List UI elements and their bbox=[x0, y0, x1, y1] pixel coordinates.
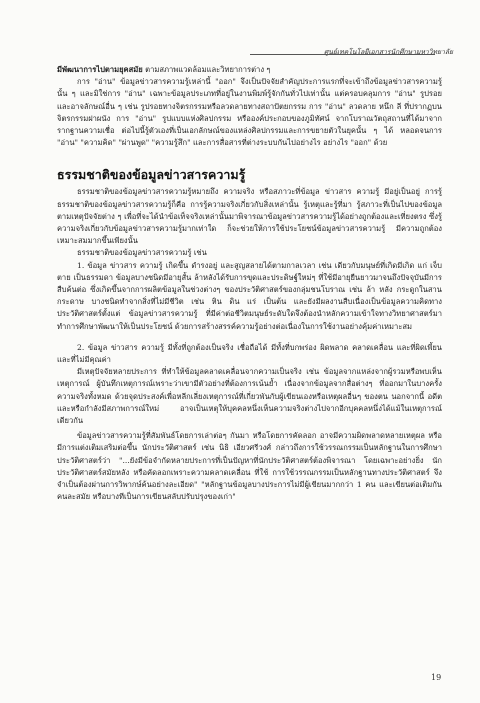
section-paragraph-3: มีเหตุปัจจัยหลายประการ ที่ทำให้ข้อมูลคลาดเคลื่อนจากความเป็นจริง เช่น ข้อมูลจากแหล่งจากผู้รวมหรือพบเห็นเหตุการณ์ ผู้บันทึกเหตุการณ์เพราะว่าเขามีตัวอย่างที่ต้องการเน้นย้ำ เนื่องจากข้อมูลจากสื่อต่างๆ ที่ออกมาในบางครั้ง ความจริงทั้งหมด ด้วยจุดประสงค์เพื่อหลีกเลี่ยงเหตุการณ์ที่เกี่ยวพันกับผู้เขียนเองหรือเหตุผลอื่นๆ ของตน นอกจากนี้ อดีต และหรือกำลังมีสภาพการณ์ใหม่ อาจเป็นเหตุให้บุคคลหนึ่งเห็นความจริงต่างไปจากอีกบุคคลหนึ่งได้แม้ในเหตุการณ์เดียวกัน bbox=[57, 367, 442, 426]
paragraph-text: ตามสภาพแวดล้อมและวิทยาการต่าง ๆ bbox=[142, 65, 271, 74]
running-header: ศูนย์เทคโนโลยีเอกสารนักศึกษามหาวิทยาลัย bbox=[323, 48, 453, 56]
section-paragraph-2: ธรรมชาติของข้อมูลข่าวสารความรู้ เช่น bbox=[77, 248, 207, 258]
section-item-2: 2. ข้อมูล ข่าวสาร ความรู้ มีทั้งที่ถูกต้องเป็นจริง เชื่อถือได้ มีทั้งที่บกพร่อง ผิดพลาด คลาดเคลื่อน และที่ผิดเพี้ยน และที่ไม่มีคุณค่า bbox=[57, 342, 442, 365]
section-paragraph-4: ข้อมูลข่าวสารความรู้ที่สัมพันธ์โดยการเล่าต่อๆ กันมา หรือโดยการคัดลอก อาจมีความผิดพลาดหลายเหตุผล หรือมีการแต่งเติมเสริมต่อขึ้น นักประวัติศาสตร์ เช่น นิธิ เอียวศรีวงศ์ กล่าวถึงการใช้วรรณกรรมเป็นหลักฐานในการศึกษาประวัติศาสตร์ว่า "...ยังมีข้อจำกัดหลายประการที่เป็นปัญหาที่นักประวัติศาสตร์ต้องพิจารณา โดยเฉพาะอย่างยิ่ง นักประวัติศาสตร์สมัยหลัง หรือคัดลอกเพราะความคลาดเคลื่อน ที่ใช้ การใช้วรรณกรรมเป็นหลักฐานทางประวัติศาสตร์ จึงจำเป็นต้องผ่านการวิพากษ์ค้นอย่างละเอียด" "หลักฐานข้อมูลบางประการไม่มีผู้เขียนมากกว่า 1 คน และเขียนต่อเติมกันคนละสมัย หรือบางทีเป็นการเขียนสลับปรับปรุงของเก่า" bbox=[57, 431, 442, 502]
section-item-1: 1. ข้อมูล ข่าวสาร ความรู้ เกิดขึ้น ดำรงอยู่ และสูญสลายได้ตามกาลเวลา เช่น เดียวกับมนุษย์ที่เกิดมีเกิด แก่ เจ็บ ตาย เป็นธรรมดา ข้อมูลบางชนิดมีอายุสั้น ล้าหลังได้รับการขุดและประดิษฐ์ใหม่ๆ ที่ใช้มีอายุยืนยาวมาจนถึงปัจจุบันมีการสืบค้นต่อ ซึ่งเกิดขึ้นจากการผลิตข้อมูลในช่วงต่างๆ ของประวัติศาสตร์ของกลุ่มชนโบราณ เช่น ล้า หลัง กระดูกในสาน กระดาษ บางชนิดทำจากสิ่งที่ไม่มีชีวิต เช่น หิน ดิน แร่ เป็นต้น และยังมีผลงานสืบเนื่องเป็นข้อมูลความคิดทางประวัติศาสตร์ตั้งแต่ ข้อมูลข่าวสารความรู้ ที่มีค่าต่อชีวิตมนุษย์ระดับใดจึงต้องนำหลักความเข้าใจทางวิทยาศาสตร์มาทำการศึกษาพัฒนาให้เป็นประโยชน์ ด้วยการสร้างสรรค์ความรู้อย่างต่อเนื่องในการใช้งานอย่างคุ้มค่าเหมาะสม bbox=[57, 260, 442, 331]
paragraph-intro-2: การ "อ่าน" ข้อมูลข่าวสารความรู้เหล่านี้ "ออก" จึงเป็นปัจจัยสำคัญประการแรกที่จะเข้าถึงข้อมูลข่าวสารความรู้นั้น ๆ และมิใช่การ "อ่าน" เฉพาะข้อมูลประเภทที่อยู่ในงานพิมพ์รู้จักกันทั่วไปเท่านั้น แต่ครอบคลุมการ "อ่าน" รูปรอยและอาจลักษณ์อื่น ๆ เช่น รูปรอยทางจิตรกรรมหรือลวดลายทางสถาปัตยกรรม การ "อ่าน" ลวดลาย หนึก ลี ที่ปรากฏบนจิตรกรรมฝาผนัง การ "อ่าน" รูปแบบแห่งศิลปกรรม หรือองค์ประกอบของภูมิทัศน์ จากโบราณวัตถุสถานที่ได้มาจากรากฐานความเชื่อ ต่อไปนี้รู้ตัวเองที่เป็นเอกลักษณ์ของแหล่งศิลปกรรมและการขยายตัวในยุคนั้น ๆ ได้ หลอดจนการ "อ่าน" "ความคิด" "ผ่านพูด" "ความรู้สึก" และการสื่อสารที่ต่างระบบกันไปอย่างไร อย่างไร "ออก" ด้วย bbox=[57, 77, 442, 148]
section-paragraph-1: ธรรมชาติของข้อมูลข่าวสารความรู้หมายถึง ความจริง หรือสภาวะที่ข้อมูล ข่าวสาร ความรู้ มีอยู่เป็นอยู่ การรู้ธรรมชาติของข้อมูลข่าวสารความรู้ก็คือ การรู้ความจริงเกี่ยวกับสิ่งเหล่านั้น รู้เหตุและรู้ที่มา รู้สภาวะที่เป็นไปของข้อมูลตามเหตุปัจจัยต่าง ๆ เพื่อที่จะได้นำข้อเท็จจริงเหล่านั้นมาพิจารณาข้อมูลข่าวสารความรู้ได้อย่างถูกต้องและเที่ยงตรง ซึ่งรู้ความจริงเกี่ยวกับข้อมูลข่าวสารความรู้มากเท่าใด ก็จะช่วยให้การใช้ประโยชน์ข้อมูลข่าวสารความรู้ มีความถูกต้องเหมาะสมมากขึ้นเพียงนั้น bbox=[57, 187, 442, 246]
page-number: 19 bbox=[431, 673, 442, 682]
header-rule bbox=[250, 54, 435, 55]
paragraph-intro-1 bbox=[57, 64, 442, 76]
paragraph-lead: มีพัฒนาการไปตามยุคสมัย bbox=[57, 65, 143, 74]
page-content bbox=[57, 64, 442, 504]
section-heading: ธรรมชาติของข้อมูลข่าวสารความรู้ bbox=[57, 167, 246, 183]
